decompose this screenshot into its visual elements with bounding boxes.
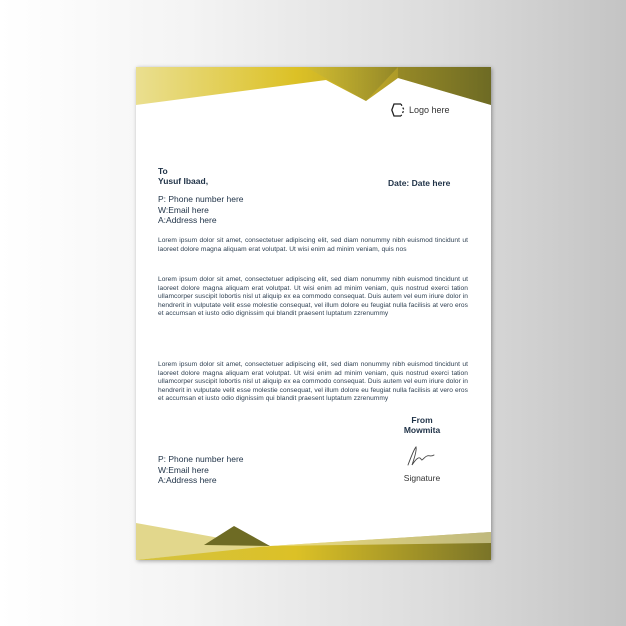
signature-mark	[402, 443, 442, 471]
recipient-to-label: To	[158, 166, 168, 176]
phone-line: P: Phone number here	[158, 454, 244, 464]
phone-line: P: Phone number here	[158, 194, 244, 204]
recipient-name: Yusuf Ibaad,	[158, 176, 209, 186]
email-line: W:Email here	[158, 204, 209, 215]
header-decoration	[136, 67, 491, 107]
footer-decoration	[136, 515, 491, 560]
body-paragraph-2: Lorem ipsum dolor sit amet, consectetuer adipiscing elit, sed diam nonummy nibh euismod tincidunt ut laoreet dolore magna aliquam erat volutpat. Ut wisi enim ad minim veniam, quis nostrud exerci tation ullamcorper suscipit lobortis nisl ut aliquip ex ea commodo consequat. Duis autem vel eum iriure dolor in hendrerit in vulputate velit esse molestie consequat, vel illum dolore eu feugiat nulla facilisis at vero eros et accumsan et iusto odio dignissim qui blandit praesent luptatum zzrenummy	[158, 276, 468, 318]
letterhead-page	[136, 67, 491, 560]
address-line: A:Address here	[158, 475, 217, 485]
sender-contact-top	[158, 194, 244, 226]
signature-label: Signature	[403, 473, 441, 483]
body-paragraph-3: Lorem ipsum dolor sit amet, consectetuer adipiscing elit, sed diam nonummy nibh euismod tincidunt ut laoreet dolore magna aliquam erat volutpat. Ut wisi enim ad minim veniam, quis nostrud exerci tation ullamcorper suscipit lobortis nisl ut aliquip ex ea commodo consequat. Duis autem vel eum iriure dolor in hendrerit in vulputate velit esse molestie consequat, vel illum dolore eu feugiat nulla facilisis at vero eros et accumsan et iusto odio dignissim qui blandit praesent luptatum zzrenummy	[158, 361, 468, 403]
address-line: A:Address here	[158, 215, 217, 225]
from-name: Mowmita	[403, 425, 441, 435]
logo	[391, 102, 450, 118]
logo-text: Logo here	[409, 105, 450, 115]
hexagon-outline-icon	[391, 102, 405, 118]
body-paragraph-1: Lorem ipsum dolor sit amet, consectetuer adipiscing elit, sed diam nonummy nibh euismod tincidunt ut laoreet dolore magna aliquam erat volutpat. Ut wisi enim ad minim veniam, quis nos	[158, 237, 468, 253]
sender-contact-bottom	[158, 454, 244, 486]
email-line: W:Email here	[158, 464, 209, 475]
from-label: From	[411, 415, 433, 425]
letter-date: Date: Date here	[388, 178, 451, 188]
